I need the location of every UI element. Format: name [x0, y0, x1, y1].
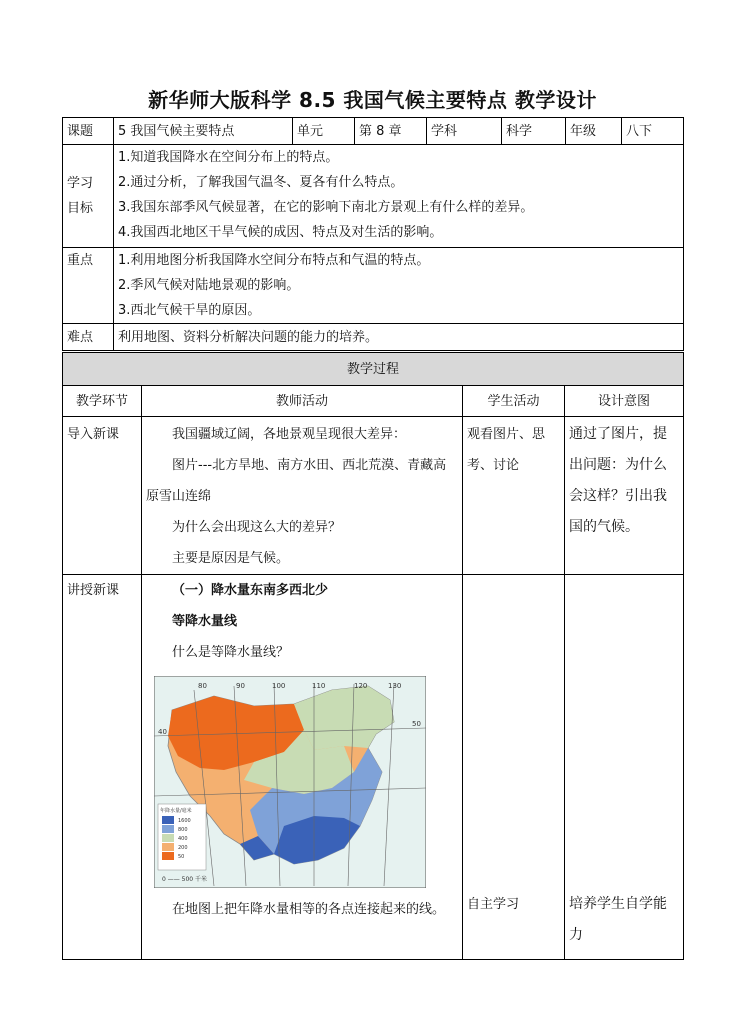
topic-label: 课题 — [63, 118, 114, 145]
grid-label: 130 — [388, 682, 402, 690]
intro-teacher-line: 图片---北方旱地、南方水田、西北荒漠、青藏高原雪山连绵 — [146, 458, 447, 504]
section-heading: （一）降水量东南多西北少 — [172, 583, 329, 598]
section-subheading: 等降水量线 — [172, 614, 238, 629]
new-design-intent — [565, 575, 684, 960]
legend-value: 1600 — [178, 818, 191, 824]
grid-label: 50 — [412, 720, 421, 728]
column-header-teacher: 教师活动 — [142, 386, 463, 417]
goals-label-line-1: 学习 — [67, 176, 94, 191]
grid-label: 90 — [236, 682, 245, 690]
map-legend — [158, 804, 206, 870]
key-points-label: 重点 — [63, 248, 114, 324]
document-title: 新华师大版科学 8.5 我国气候主要特点 教学设计 — [148, 88, 597, 112]
intro-student-activity: 观看图片、思考、讨论 — [463, 417, 565, 575]
intro-teacher-line: 为什么会出现这么大的差异？ — [172, 520, 342, 535]
goal-item: 4.我国西北地区干旱气候的成因、特点及对生活的影响。 — [118, 225, 443, 240]
difficulty-content: 利用地图、资料分析解决问题的能力的培养。 — [114, 324, 684, 351]
goal-item: 1.知道我国降水在空间分布上的特点。 — [118, 150, 339, 165]
new-student-activity — [463, 575, 565, 960]
column-header-intent: 设计意图 — [565, 386, 684, 417]
intro-design-intent: 通过了图片，提出问题：为什么会这样？引出我国的气候。 — [565, 417, 684, 575]
subject-label: 学科 — [427, 118, 502, 145]
key-point-item: 1.利用地图分析我国降水空间分布特点和气温的特点。 — [118, 253, 430, 268]
difficulty-label: 难点 — [63, 324, 114, 351]
process-heading: 教学过程 — [63, 353, 684, 386]
new-stage: 讲授新课 — [63, 575, 142, 960]
legend-value: 400 — [178, 836, 188, 842]
grade-label: 年级 — [566, 118, 622, 145]
goal-item: 3.我国东部季风气候显著，在它的影响下南北方景观上有什么样的差异。 — [118, 200, 534, 215]
precipitation-map — [154, 676, 426, 888]
intro-teacher-activity — [142, 417, 463, 575]
unit-label: 单元 — [293, 118, 355, 145]
intro-teacher-line: 主要是原因是气候。 — [172, 551, 290, 566]
column-header-stage: 教学环节 — [63, 386, 142, 417]
teaching-process-table — [62, 352, 684, 960]
key-points-content — [114, 248, 684, 324]
section-definition: 在地图上把年降水量相等的各点连接起来的线。 — [172, 902, 446, 917]
new-teacher-activity — [142, 575, 463, 960]
new-student-text: 自主学习 — [467, 897, 520, 912]
section-question: 什么是等降水量线？ — [172, 645, 290, 660]
grid-label: 100 — [272, 682, 286, 690]
key-point-item: 2.季风气候对陆地景观的影响。 — [118, 278, 300, 293]
grid-label: 120 — [354, 682, 368, 690]
key-point-item: 3.西北气候干旱的原因。 — [118, 303, 261, 318]
lesson-info-table — [62, 117, 684, 351]
goals-label-line-2: 目标 — [67, 201, 94, 216]
grid-label: 110 — [312, 682, 326, 690]
new-intent-text: 培养学生自学能力 — [569, 896, 667, 943]
goals-label — [63, 145, 114, 248]
grade-value: 八下 — [622, 118, 684, 145]
column-header-student: 学生活动 — [463, 386, 565, 417]
grid-label: 40 — [158, 728, 167, 736]
grid-label: 80 — [198, 682, 207, 690]
legend-title: 年降水量/毫米 — [160, 808, 192, 814]
intro-stage: 导入新课 — [63, 417, 142, 575]
legend-value: 50 — [178, 854, 185, 860]
goal-item: 2.通过分析，了解我国气温冬、夏各有什么特点。 — [118, 175, 404, 190]
unit-value: 第 8 章 — [355, 118, 427, 145]
map-scale: 0 —— 500 千米 — [162, 876, 207, 883]
legend-value: 800 — [178, 827, 188, 833]
subject-value: 科学 — [502, 118, 566, 145]
legend-value: 200 — [178, 845, 188, 851]
intro-teacher-line: 我国疆域辽阔，各地景观呈现很大差异： — [172, 427, 407, 442]
topic-value: 5 我国气候主要特点 — [114, 118, 293, 145]
goals-content — [114, 145, 684, 248]
